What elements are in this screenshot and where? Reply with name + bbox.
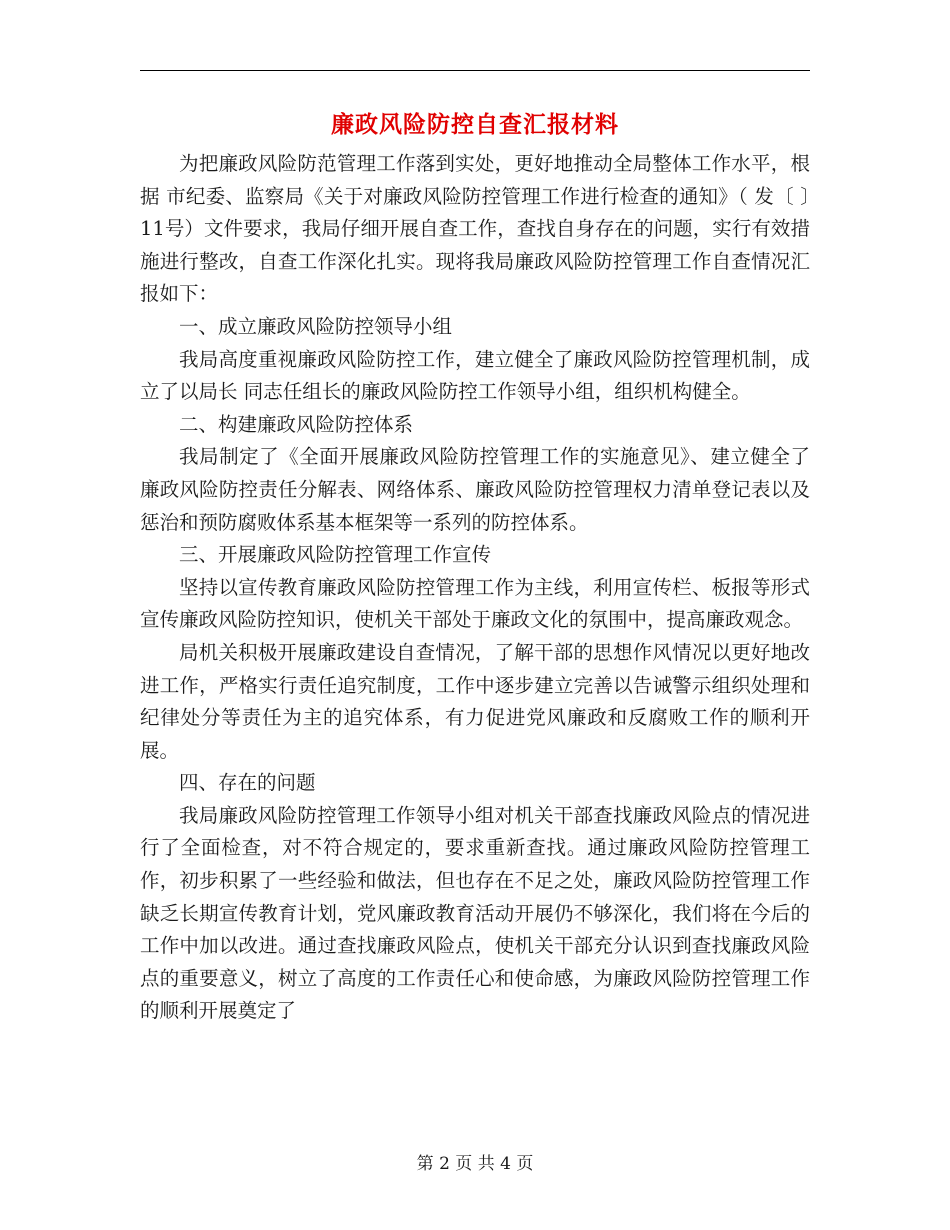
section-heading-2: 二、构建廉政风险防控体系 <box>179 412 414 436</box>
document-title: 廉政风险防控自查汇报材料 <box>331 111 619 138</box>
section-4-paragraph: 我局廉政风险防控管理工作领导小组对机关干部查找廉政风险点的情况进行了全面检查，对不符合规定的，要求重新查找。通过廉政风险防控管理工作，初步积累了一些经验和做法，但也存在不足之处，廉政风险防控管理工作缺乏长期宣传教育计划，党风廉政教育活动开展仍不够深化，我们将在今后的工作中加以改进。通过查找廉政风险点，使机关干部充分认识到查找廉政风险点的重要意义，树立了高度的工作责任心和使命感，为廉政风险防控管理工作的顺利开展奠定了 <box>140 803 810 1023</box>
section-heading-4: 四、存在的问题 <box>179 771 316 795</box>
section-heading-1: 一、成立廉政风险防控领导小组 <box>179 314 453 338</box>
page-number-footer: 第 2 页 共 4 页 <box>416 1154 534 1174</box>
header-rule <box>140 70 810 71</box>
section-3-paragraph-2: 局机关积极开展廉政建设自查情况，了解干部的思想作风情况以更好地改进工作，严格实行责任追究制度，工作中逐步建立完善以告诫警示组织处理和纪律处分等责任为主的追究体系，有力促进党风廉政和反腐败工作的顺利开展。 <box>140 640 810 762</box>
section-3-paragraph-1: 坚持以宣传教育廉政风险防控管理工作为主线，利用宣传栏、板报等形式宣传廉政风险防控知识，使机关干部处于廉政文化的氛围中，提高廉政观念。 <box>140 575 810 632</box>
section-2-paragraph: 我局制定了《全面开展廉政风险防控管理工作的实施意见》、建立健全了廉政风险防控责任分解表、网络体系、廉政风险防控管理权力清单登记表以及惩治和预防腐败体系基本框架等一系列的防控体系。 <box>140 445 810 534</box>
document-body <box>140 148 810 1028</box>
section-heading-3: 三、开展廉政风险防控管理工作宣传 <box>179 543 492 567</box>
intro-paragraph: 为把廉政风险防范管理工作落到实处，更好地推动全局整体工作水平，根据 市纪委、监察局《关于对廉政风险防控管理工作进行检查的通知》（ 发〔 〕11号）文件要求，我局仔细开展自查工作，查找自身存在的问题，实行有效措施进行整改，自查工作深化扎实。现将我局廉政风险防控管理工作自查情况汇报如下： <box>140 152 810 306</box>
section-1-paragraph: 我局高度重视廉政风险防控工作，建立健全了廉政风险防控管理机制，成立了以局长 同志任组长的廉政风险防控工作领导小组，组织机构健全。 <box>140 347 810 404</box>
